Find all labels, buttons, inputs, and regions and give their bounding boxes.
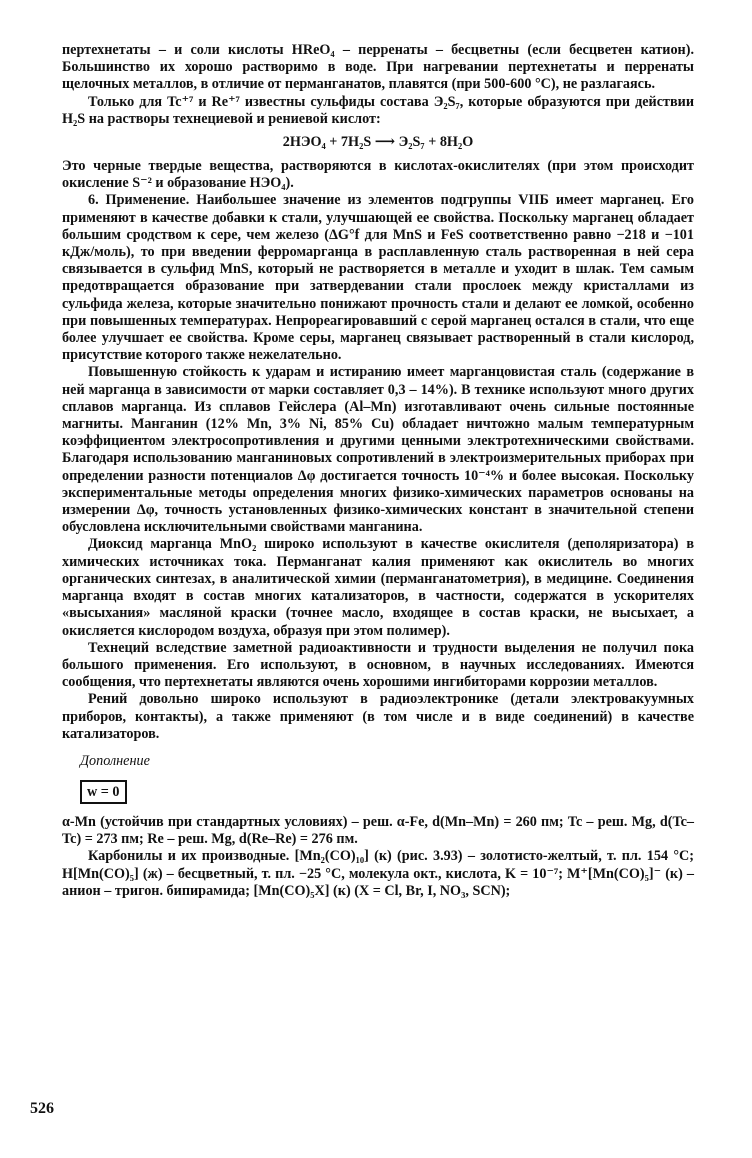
paragraph: Диоксид марганца MnO₂ широко используют в качестве окислителя (деполяризатора) в химических источниках тока. Перманганат калия применяют как окислитель во многих органических синтезах, в аналитической химии (перманганатометрия), в медицине. Соединения марганца входят в состав многих катализаторов, в частности, содержатся в ускорителях «высыхания» масляной краски (точнее масло, входящее в состав краски, не высыхает, а окисляется кислородом воздуха, образуя при этом полимер).: [62, 536, 694, 639]
oxidation-state-box: w = 0: [80, 780, 127, 804]
paragraph: Технеций вследствие заметной радиоактивности и трудности выделения не получил пока большого применения. Его используют, в основном, в научных исследованиях. Имеются сообщения, что пертехнетаты являются очень хорошими ингибиторами коррозии металлов.: [62, 639, 694, 691]
paragraph: пертехнетаты – и соли кислоты HReO₄ – перренаты – бесцветны (если бесцветен катион). Большинство их хорошо растворимо в воде. При нагревании пертехнетаты и перренаты щелочных металлов, в отличие от перманганатов, плавятся (при 500-600 °С), не разлагаясь.: [62, 42, 694, 93]
chemical-equation: 2HЭO₄ + 7H₂S ⟶ Э₂S₇ + 8H₂O: [282, 134, 474, 151]
supplement-heading: Дополнение: [80, 752, 150, 769]
paragraph-application: 6. Применение. Наибольшее значение из элементов подгруппы VIIБ имеет марганец. Его применяют в качестве добавки к стали, улучшающей ее свойства. Поскольку марганец обладает большим сродством к сере, чем железо (ΔG°f для MnS и FeS соответственно равно −218 и −101 кДж/моль), то при введении ферромарганца в расплавленную сталь растворенная в ней сера связывается в сульфид MnS, который не растворяется в металле и уходит в шлак. Тем самым предотвращается образование при затвердевании стали прослоек между кристаллами из сульфида железа, которые значительно понижают прочность стали и делают ее ломкой, особенно при повышенных температурах. Непрореагировавший с серой марганец остался в стали, что еще более улучшает ее свойства. Кроме серы, марганец связывает растворенный в стали кислород, присутствие которого также нежелательно.: [62, 192, 694, 364]
paragraph: Рений довольно широко используют в радиоэлектронике (детали электровакуумных приборов, контакты), а также применяют (в том числе и в виде соединений) в качестве катализаторов.: [62, 691, 694, 742]
paragraph: Это черные твердые вещества, растворяются в кислотах-окислителях (при этом происходит окисление S⁻² и образование HЭO₄).: [62, 158, 694, 192]
paragraph: Только для Tc⁺⁷ и Re⁺⁷ известны сульфиды состава Э₂S₇, которые образуются при действии H₂S на растворы технециевой и рениевой кислот:: [62, 93, 694, 127]
supplement-paragraph: Карбонилы и их производные. [Mn₂(CO)₁₀] (к) (рис. 3.93) – золотисто-желтый, т. пл. 154 °С; H[Mn(CO)₅] (ж) – бесцветный, т. пл. −25 °С, молекула окт., кислота, K = 10⁻⁷; M⁺[Mn(CO)₅]⁻ (к) – анион – тригон. бипирамида; [Mn(CO)₅X] (к) (X = Cl, Br, I, NO₃, SCN);: [62, 848, 694, 899]
supplement-paragraph: α-Mn (устойчив при стандартных условиях) – реш. α-Fe, d(Mn–Mn) = 260 пм; Tc – реш. Mg, d(Tc–Tc) = 273 пм; Re – реш. Mg, d(Re–Re) = 276 пм.: [62, 813, 694, 848]
page-number: 526: [30, 1100, 54, 1117]
paragraph: Повышенную стойкость к ударам и истиранию имеет марганцовистая сталь (содержание в ней марганца в зависимости от марки составляет 0,3 – 14%). В технике используют много других сплавов марганца. Из сплавов Гейслера (Al–Mn) изготавливают очень сильные постоянные магниты. Манганин (12% Mn, 3% Ni, 85% Cu) обладает ничтожно малым температурным коэффициентом электросопротивления и другими ценными электротехническими свойствами. Благодаря использованию манганиновых сопротивлений в электроизмерительных приборах при определении разности потенциалов Δφ достигается точность 10⁻⁴% и более высокая. Поскольку экспериментальные методы определения многих физико-химических параметров основаны на измерении Δφ, точность установленных физико-химических констант в значительной степени обусловлена исключительными свойствами манганина.: [62, 364, 694, 536]
